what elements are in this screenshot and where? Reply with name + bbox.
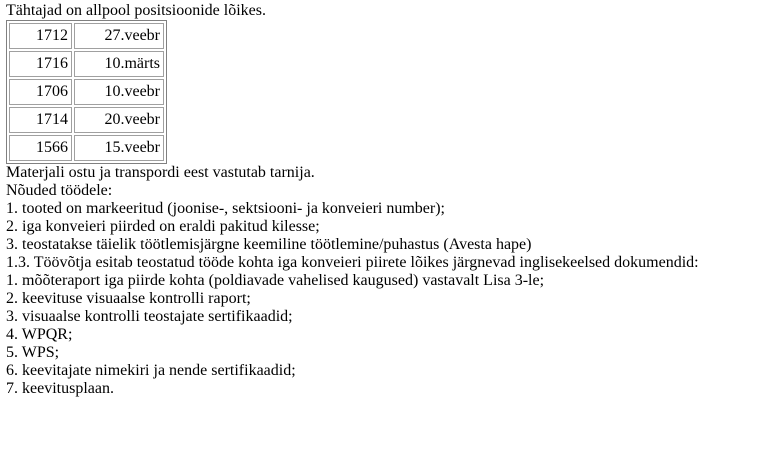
date-cell: 15.veebr — [74, 135, 164, 161]
date-cell: 10.veebr — [74, 79, 164, 105]
position-cell: 1712 — [9, 23, 72, 49]
table-row — [9, 107, 164, 133]
position-cell: 1706 — [9, 79, 72, 105]
position-cell: 1566 — [9, 135, 72, 161]
document-item-6: 6. keevitajate nimekiri ja nende sertifikaadid; — [6, 362, 296, 379]
document-item-4: 4. WPQR; — [6, 326, 73, 343]
requirement-item-3: 3. teostatakse täielik töötlemisjärgne keemiline töötlemine/puhastus (Avesta hape) — [6, 236, 532, 253]
table-row — [9, 79, 164, 105]
requirement-item-1: 1. tooted on markeeritud (joonise-, sektsiooni- ja konveieri number); — [6, 200, 445, 217]
document-item-7: 7. keevitusplaan. — [6, 380, 114, 397]
date-cell: 20.veebr — [74, 107, 164, 133]
document-item-2: 2. keevituse visuaalse kontrolli raport; — [6, 290, 251, 307]
intro-text: Tähtajad on allpool positsioonide lõikes. — [6, 2, 266, 19]
position-cell: 1716 — [9, 51, 72, 77]
position-cell: 1714 — [9, 107, 72, 133]
deadlines-table — [6, 20, 167, 164]
table-row — [9, 135, 164, 161]
table-row — [9, 51, 164, 77]
transport-text: Materjali ostu ja transpordi eest vastutab tarnija. — [6, 164, 315, 181]
document-item-3: 3. visuaalse kontrolli teostajate sertifikaadid; — [6, 308, 293, 325]
section-1-3-text: 1.3. Töövõtja esitab teostatud tööde kohta iga konveieri piirete lõikes järgnevad inglisekeelsed dokumendid: — [6, 254, 699, 271]
document-item-5: 5. WPS; — [6, 344, 60, 361]
date-cell: 10.märts — [74, 51, 164, 77]
table-row — [9, 23, 164, 49]
requirements-heading: Nõuded töödele: — [6, 182, 113, 199]
date-cell: 27.veebr — [74, 23, 164, 49]
document-item-1: 1. mõõteraport iga piirde kohta (poldiavade vahelised kaugused) vastavalt Lisa 3-le; — [6, 272, 545, 289]
requirement-item-2: 2. iga konveieri piirded on eraldi pakitud kilesse; — [6, 218, 320, 235]
